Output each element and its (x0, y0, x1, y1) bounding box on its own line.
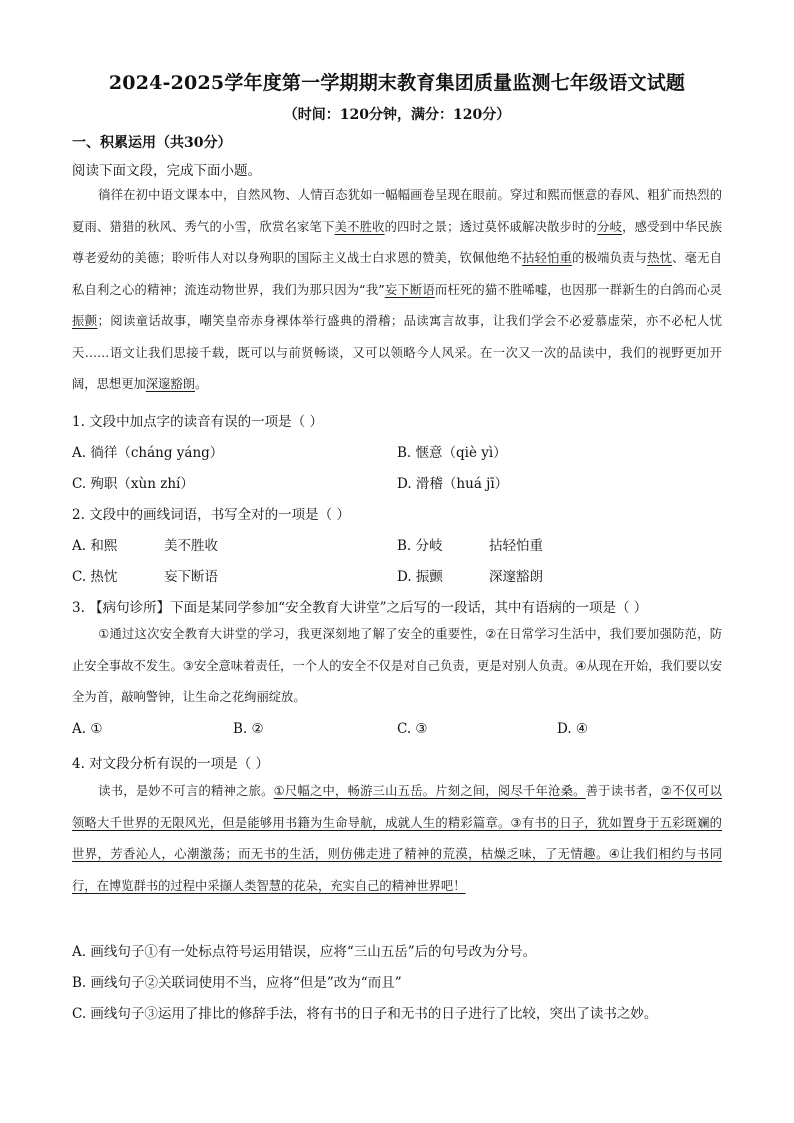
exam-info: （时间：120分钟，满分：120分） (283, 107, 511, 123)
question-3-option-c[interactable]: C. ③ (397, 721, 428, 737)
question-3-stem: 3. 【病句诊所】下面是某同学参加“安全教育大讲堂”之后写的一段话，其中有语病的一项是（ ） (72, 600, 648, 616)
underlined-sentence-1: ①尺幅之中，畅游三山五岳。片刻之间，阅尽千年沧桑。 (273, 784, 586, 798)
underlined-word: 妄下断语 (384, 282, 435, 297)
question-1-stem: 1. 文段中加点字的读音有误的一项是（ ） (72, 414, 323, 430)
section-heading: 一、积累运用（共30分） (72, 135, 232, 151)
underlined-word: 美不胜收 (334, 219, 385, 234)
question-2-option-d[interactable]: D. 振颤 (397, 569, 443, 585)
underlined-sentence-4: ④让我们相约与书同行，在博览群书的过程中采撷人类智慧的花朵，充实自己的精神世界吧！ (72, 847, 722, 893)
question-1-option-d[interactable]: D. 滑稽（huá jī） (397, 476, 509, 492)
question-3-option-a[interactable]: A. ① (72, 721, 103, 737)
question-2-option-a-word: 美不胜收 (164, 538, 218, 554)
question-1-option-b[interactable]: B. 惬意（qiè yì） (397, 445, 507, 461)
underlined-word: 分岐 (597, 219, 623, 234)
instruction: 阅读下面文段，完成下面小题。 (72, 163, 261, 179)
question-2-option-c[interactable]: C. 热忱 (72, 569, 118, 585)
question-4-stem: 4. 对文段分析有误的一项是（ ） (72, 756, 269, 772)
question-2-stem: 2. 文段中的画线词语，书写全对的一项是（ ） (72, 507, 350, 523)
question-3-option-b[interactable]: B. ② (233, 721, 264, 737)
question-3-option-d[interactable]: D. ④ (557, 721, 589, 737)
underlined-word: 拈轻怕重 (522, 251, 573, 265)
underlined-word: 深邃豁朗 (145, 377, 195, 391)
question-2-option-c-word: 妄下断语 (164, 569, 218, 585)
question-4-option-c[interactable]: C. 画线句子③运用了排比的修辞手法，将有书的日子和无书的日子进行了比较，突出了读书之妙。 (72, 1006, 658, 1022)
underlined-sentence-3: ③有书的日子，犹如置身于五彩斑斓的世界，芳香沁人，心潮激荡；而无书的生活，则仿佛走进了精神的荒漠，枯燥乏味，了无情趣。 (72, 815, 722, 861)
question-4-option-b[interactable]: B. 画线句子②关联词使用不当，应将“但是”改为“而且” (72, 975, 402, 991)
question-2-option-b-word: 拈轻怕重 (489, 538, 543, 554)
question-2-option-a[interactable]: A. 和熙 (72, 538, 118, 554)
question-4-passage: 读书，是妙不可言的精神之旅。①尺幅之中，畅游三山五岳。片刻之间，阅尽千年沧桑。善于读书者，②不仅可以领略大千世界的无限风光，但是能够用书籍为生命导航，成就人生的精彩篇章。③有书的日子，犹如置身于五彩斑斓的世界，芳香沁人，心潮激荡；而无书的生活，则仿佛走进了精神的荒漠，枯燥乏味，了无情趣。④让我们相约与书同行，在博览群书的过程中采撷人类智慧的花朵，充实自己的精神世界吧！ (72, 784, 722, 893)
underlined-word: 振颤 (72, 314, 98, 328)
question-2-option-d-word: 深邃豁朗 (489, 569, 543, 585)
underlined-word: 热忱 (647, 251, 673, 265)
question-1-option-c[interactable]: C. 殉职（xùn zhí） (72, 476, 194, 492)
question-4-option-a[interactable]: A. 画线句子①有一处标点符号运用错误，应将“三山五岳”后的句号改为分号。 (72, 944, 537, 960)
page-title: 2024-2025学年度第一学期期末教育集团质量监测七年级语文试题 (108, 72, 686, 94)
question-2-option-b[interactable]: B. 分岐 (397, 538, 443, 554)
question-3-passage: ①通过这次安全教育大讲堂的学习，我更深刻地了解了安全的重要性，②在日常学习生活中，我们要加强防范，防止安全事故不发生。③安全意味着责任，一个人的安全不仅是对自己负责，更是对别人负责。④从现在开始，我们要以安全为首，敲响警钟，让生命之花绚丽绽放。 (72, 627, 722, 704)
underlined-sentence-2: ②不仅可以领略大千世界的无限风光，但是能够用书籍为生命导航，成就人生的精彩篇章。 (72, 784, 722, 830)
reading-passage: 徜徉在初中语文课本中，自然风物、人情百态犹如一幅幅画卷呈现在眼前。穿过和熙而惬意的春风、粗犷而热烈的夏雨、猎猎的秋风、秀气的小雪，欣赏名家笔下美不胜收的四时之景；透过莫怀戚解决散步时的分岐，感受到中华民族尊老爱幼的美德；聆听伟人对以身殉职的国际主义战士白求恩的赞美，钦佩他绝不拈轻怕重的极端负责与热忱、毫无自私自利之心的精神；流连动物世界，我们为那只因为“我”妄下断语而枉死的猫不胜唏嘘，也因那一群新生的白鸽而心灵振颤；阅读童话故事，嘲笑皇帝赤身裸体举行盛典的滑稽；品读寓言故事，让我们学会不必爱慕虚荣，亦不必杞人忧天……语文让我们思接千载，既可以与前贤畅谈，又可以领略今人风采。在一次又一次的品读中，我们的视野更加开阔，思想更加深邃豁朗。 (72, 188, 722, 391)
question-1-option-a[interactable]: A. 徜徉（cháng yáng） (72, 445, 224, 461)
